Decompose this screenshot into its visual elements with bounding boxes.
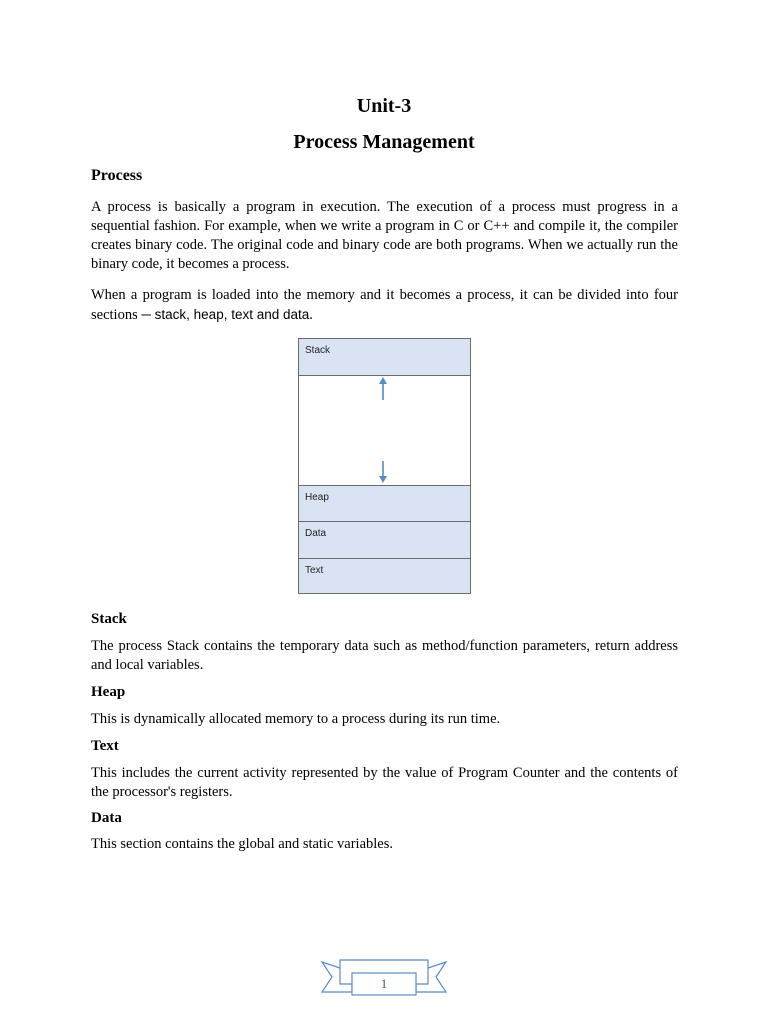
heap-description: This is dynamically allocated memory to a process during its run time. — [91, 711, 501, 727]
memory-free-space — [299, 376, 470, 485]
process-paragraph-2-end: . — [309, 307, 313, 323]
stack-description: The process Stack contains the temporary data such as method/function parameters, return address and local variables. — [91, 638, 678, 673]
memory-segment-stack: Stack — [299, 339, 470, 376]
page-number: 1 — [380, 976, 388, 991]
stack-heading: Stack — [91, 611, 127, 627]
text-description: This includes the current activity represented by the value of Program Counter and the contents of the processor's registers. — [91, 765, 678, 800]
data-description: This section contains the global and static variables. — [91, 836, 394, 852]
unit-title: Unit-3 — [356, 95, 412, 117]
process-heading: Process — [91, 167, 143, 184]
text-heading: Text — [91, 738, 119, 754]
memory-layout-diagram — [298, 338, 471, 594]
memory-segment-data: Data — [299, 522, 470, 559]
process-paragraph-1: A process is basically a program in execution. The execution of a process must progress in a sequential fashion. For example, when we write a program in C or C++ and compile it, the compiler creates binary code. The original code and binary code are both programs. When we actually run the binary code, it becomes a process. — [91, 199, 678, 272]
memory-segment-heap: Heap — [299, 485, 470, 522]
process-paragraph-2-main: When a program is loaded into the memory and it becomes a process, it can be divided into four sections — [91, 287, 678, 323]
process-paragraph-2 — [91, 286, 678, 325]
page-title: Process Management — [293, 131, 475, 153]
memory-segment-text: Text — [299, 559, 470, 593]
data-heading: Data — [91, 810, 122, 826]
process-paragraph-2-sections: ─ stack, heap, text and data — [141, 307, 310, 322]
stack-growth-arrow-up-icon — [379, 377, 387, 400]
heap-heading: Heap — [91, 684, 126, 700]
heap-growth-arrow-down-icon — [379, 461, 387, 483]
